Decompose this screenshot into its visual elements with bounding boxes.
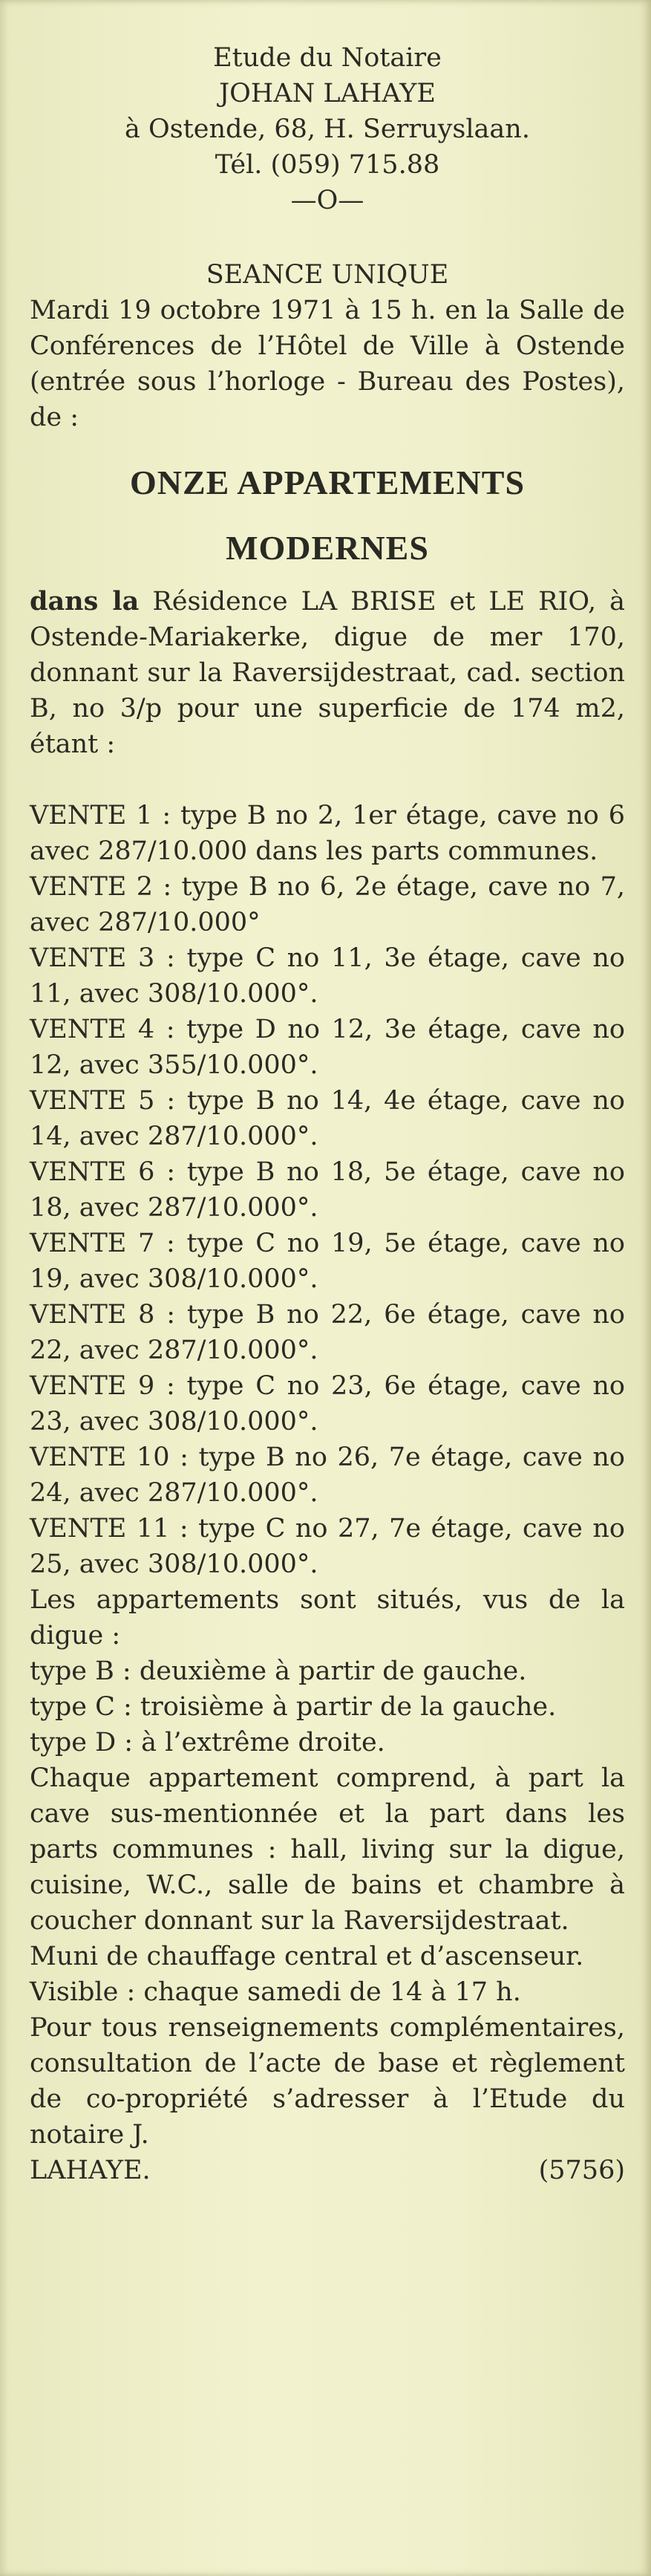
sale-item: VENTE 2 : type B no 6, 2e étage, cave no 7, avec 287/10.000° <box>30 872 625 937</box>
notice-column <box>30 40 625 2188</box>
sale-item: VENTE 1 : type B no 2, 1er étage, cave no 6 avec 287/10.000 dans les parts communes. <box>30 801 625 866</box>
notary-address: à Ostende, 68, H. Serruyslaan. <box>125 114 530 144</box>
headline-line-2: MODERNES <box>226 529 429 567</box>
residence-paragraph <box>30 584 625 762</box>
notary-office-label: Etude du Notaire <box>213 43 442 73</box>
info-paragraph: Pour tous renseignements complémentaires, consultation de l’acte de base et règlement de co-propriété s’adresser à l’Etude du notaire J. <box>30 2013 625 2150</box>
notary-phone: Tél. (059) 715.88 <box>215 150 440 180</box>
signature-line <box>30 2153 625 2188</box>
header-separator: —O— <box>290 186 364 215</box>
visit-hours: Visible : chaque samedi de 14 à 17 h. <box>30 1977 521 2007</box>
headline-line-1: ONZE APPARTEMENTS <box>129 464 526 501</box>
residence-lead: dans la <box>30 586 140 617</box>
sale-item: VENTE 6 : type B no 18, 5e étage, cave no 18, avec 287/10.000°. <box>30 1157 625 1223</box>
type-description: type D : à l’extrême droite. <box>30 1728 385 1757</box>
sale-item: VENTE 10 : type B no 26, 7e étage, cave no 24, avec 287/10.000°. <box>30 1443 625 1508</box>
residence-text: Résidence LA BRISE et LE RIO, à Ostende-Mariakerke, digue de mer 170, donnant sur la Raversijdestraat, cad. section B, no 3/p pour une superficie de 174 m2, étant : <box>30 587 625 759</box>
sale-item: VENTE 5 : type B no 14, 4e étage, cave no 14, avec 287/10.000°. <box>30 1086 625 1151</box>
sales-list <box>30 798 625 1582</box>
notary-name: JOHAN LAHAYE <box>219 79 436 108</box>
sale-item: VENTE 4 : type D no 12, 3e étage, cave no 12, avec 355/10.000°. <box>30 1015 625 1080</box>
notary-signoff: LAHAYE. <box>30 2156 151 2185</box>
blank-line <box>30 762 625 798</box>
type-description: type C : troisième à partir de la gauche. <box>30 1692 557 1722</box>
sale-item: VENTE 11 : type C no 27, 7e étage, cave no 25, avec 308/10.000°. <box>30 1514 625 1579</box>
type-description: type B : deuxième à partir de gauche. <box>30 1656 527 1686</box>
sale-item: VENTE 8 : type B no 22, 6e étage, cave no 22, avec 287/10.000°. <box>30 1300 625 1365</box>
auction-date-paragraph: Mardi 19 octobre 1971 à 15 h. en la Salle de Conférences de l’Hôtel de Ville à Ostende (entrée sous l’horloge - Bureau des Postes), de : <box>30 296 625 432</box>
location-intro: Les appartements sont situés, vus de la digue : <box>30 1585 625 1650</box>
sale-item: VENTE 9 : type C no 23, 6e étage, cave no 23, avec 308/10.000°. <box>30 1371 625 1437</box>
heating-note: Muni de chauffage central et d’ascenseur. <box>30 1942 584 1971</box>
ad-reference-number: (5756) <box>538 2156 625 2185</box>
notary-header <box>30 40 625 218</box>
apartment-features: Chaque appartement comprend, à part la cave sus-mentionnée et la part dans les parts communes : hall, living sur la digue, cuisine, W.C., salle de bains et chambre à coucher donnant sur la Raversijdestraat. <box>30 1763 625 1936</box>
sale-item: VENTE 3 : type C no 11, 3e étage, cave no 11, avec 308/10.000°. <box>30 943 625 1009</box>
sale-item: VENTE 7 : type C no 19, 5e étage, cave no 19, avec 308/10.000°. <box>30 1229 625 1294</box>
session-heading: SEANCE UNIQUE <box>206 260 449 290</box>
